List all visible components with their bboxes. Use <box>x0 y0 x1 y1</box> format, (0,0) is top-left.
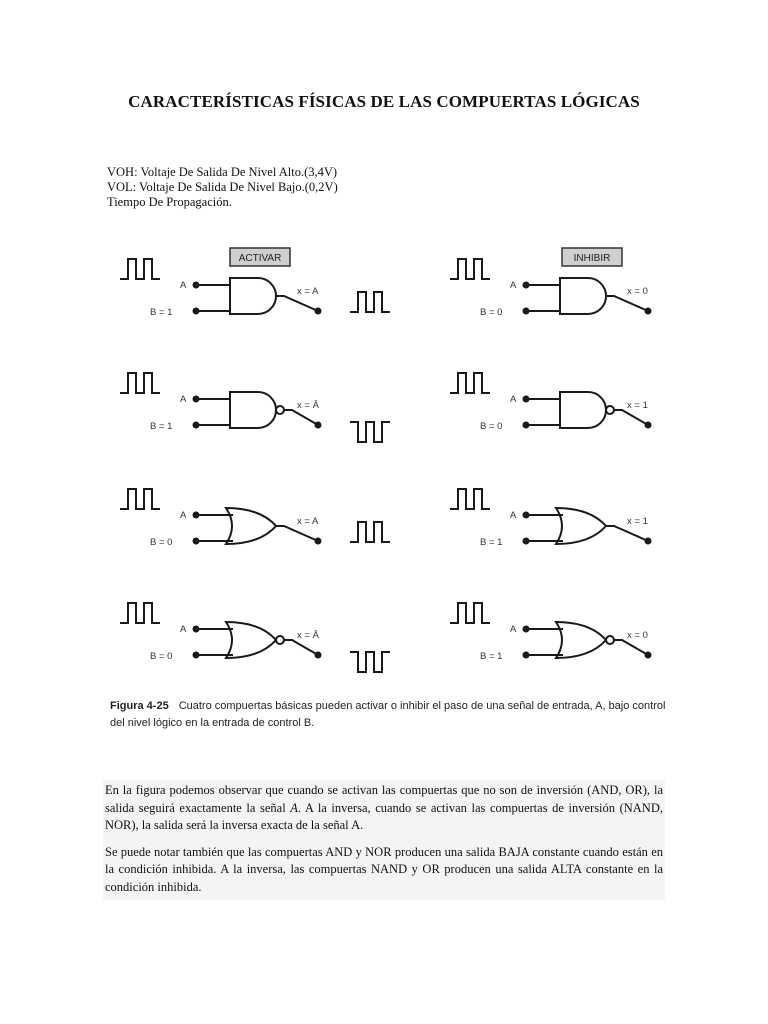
inhibit-1-label-a: A <box>510 394 517 405</box>
enable-0-gate-body <box>230 278 276 314</box>
inhibit-2-gate-body <box>556 508 606 544</box>
inhibit-0-wire-out <box>606 296 648 311</box>
inhibit-3-label-a: A <box>510 624 517 635</box>
enable-1-label-a: A <box>180 394 187 405</box>
inhibit-0-gate-body <box>560 278 606 314</box>
inhibit-3-gate-body <box>556 622 606 658</box>
inhibit-3-dot-out <box>645 652 652 659</box>
inhibit-2-wire-out <box>606 526 648 541</box>
inhibit-1-input-waveform <box>450 373 490 393</box>
enable-2-gate-body <box>226 508 276 544</box>
enable-2-label-b: B = 0 <box>150 537 173 548</box>
enable-1-gate-body <box>230 392 276 428</box>
inhibit-0-label-a: A <box>510 280 517 291</box>
page-title: CARACTERÍSTICAS FÍSICAS DE LAS COMPUERTAS LÓGICAS <box>128 92 640 111</box>
inhibit-0-label-x: x = 0 <box>627 286 648 297</box>
enable-2-label-x: x = A <box>297 516 319 527</box>
enable-3-dot-out <box>315 652 322 659</box>
enable-0-wire-out <box>276 296 318 311</box>
inhibit-2-input-waveform <box>450 489 490 509</box>
inhibit-1-label-x: x = 1 <box>627 400 648 411</box>
inhibit-2-dot-out <box>645 538 652 545</box>
paragraph-2: Se puede notar también que las compuertas AND y NOR producen una salida BAJA constante cuando están en la condición inhibida. A la inversa, las compuertas NAND y OR producen una salida ALTA constante en la condición inhibida. <box>105 844 663 894</box>
inhibit-2-label-b: B = 1 <box>480 537 503 548</box>
figure-caption <box>110 698 670 732</box>
inhibit-3-wire-out <box>614 640 648 655</box>
enable-1-wire-out <box>284 410 318 425</box>
enable-0-label-x: x = A <box>297 286 319 297</box>
enable-2-label-a: A <box>180 510 187 521</box>
enable-1-gate-bubble <box>276 406 284 414</box>
enable-0-label-a: A <box>180 280 187 291</box>
enable-1-output-waveform <box>350 422 390 442</box>
enable-3-input-waveform <box>120 603 160 623</box>
signal-a-emphasis: A <box>290 800 298 815</box>
enable-1-label-x: x = Ā <box>297 400 319 411</box>
inhibit-3-label-b: B = 1 <box>480 651 503 662</box>
enable-2-wire-out <box>276 526 318 541</box>
enable-3-output-waveform <box>350 652 390 672</box>
enable-3-gate-body <box>226 622 276 658</box>
enable-3-wire-out <box>284 640 318 655</box>
enable-0-output-waveform <box>350 292 390 312</box>
enable-1-dot-out <box>315 422 322 429</box>
enable-1-input-waveform <box>120 373 160 393</box>
spec-vol: VOL: Voltaje De Salida De Nivel Bajo.(0,2V) <box>107 180 338 194</box>
spec-propagation: Tiempo De Propagación. <box>107 195 232 209</box>
inhibit-1-wire-out <box>614 410 648 425</box>
inhibit-1-label-b: B = 0 <box>480 421 503 432</box>
enable-1-label-b: B = 1 <box>150 421 173 432</box>
inhibit-0-dot-out <box>645 308 652 315</box>
enable-0-dot-out <box>315 308 322 315</box>
enable-0-input-waveform <box>120 259 160 279</box>
enable-0-label-b: B = 1 <box>150 307 173 318</box>
inhibit-3-label-x: x = 0 <box>627 630 648 641</box>
inhibit-1-gate-bubble <box>606 406 614 414</box>
enable-3-label-a: A <box>180 624 187 635</box>
header-inhibir: INHIBIR <box>573 253 611 264</box>
enable-2-output-waveform <box>350 522 390 542</box>
inhibit-0-label-b: B = 0 <box>480 307 503 318</box>
inhibit-3-input-waveform <box>450 603 490 623</box>
paragraph-1: En la figura podemos observar que cuando se activan las compuertas que no son de inversión (AND, OR), la salida seguirá exactamente la señal A. A la inversa, cuando se activan las compuertas de inversión (NAND, NOR), la salida será la inversa exacta de la señal A. <box>105 783 663 832</box>
inhibit-2-label-a: A <box>510 510 517 521</box>
figure-number: Figura 4-25 <box>110 700 169 712</box>
body-text <box>103 780 665 900</box>
enable-2-dot-out <box>315 538 322 545</box>
figure-caption-text: Cuatro compuertas básicas pueden activar o inhibir el paso de una señal de entrada, A, bajo control del nivel lógico en la entrada de control B. <box>110 700 666 729</box>
inhibit-1-gate-body <box>560 392 606 428</box>
inhibit-2-label-x: x = 1 <box>627 516 648 527</box>
logic-gates-figure <box>100 240 670 690</box>
enable-3-label-x: x = Ā <box>297 630 319 641</box>
inhibit-1-dot-out <box>645 422 652 429</box>
enable-3-label-b: B = 0 <box>150 651 173 662</box>
spec-voh: VOH: Voltaje De Salida De Nivel Alto.(3,4V) <box>107 165 338 179</box>
specs-list <box>107 165 338 210</box>
inhibit-0-input-waveform <box>450 259 490 279</box>
header-activar: ACTIVAR <box>238 253 282 264</box>
enable-2-input-waveform <box>120 489 160 509</box>
